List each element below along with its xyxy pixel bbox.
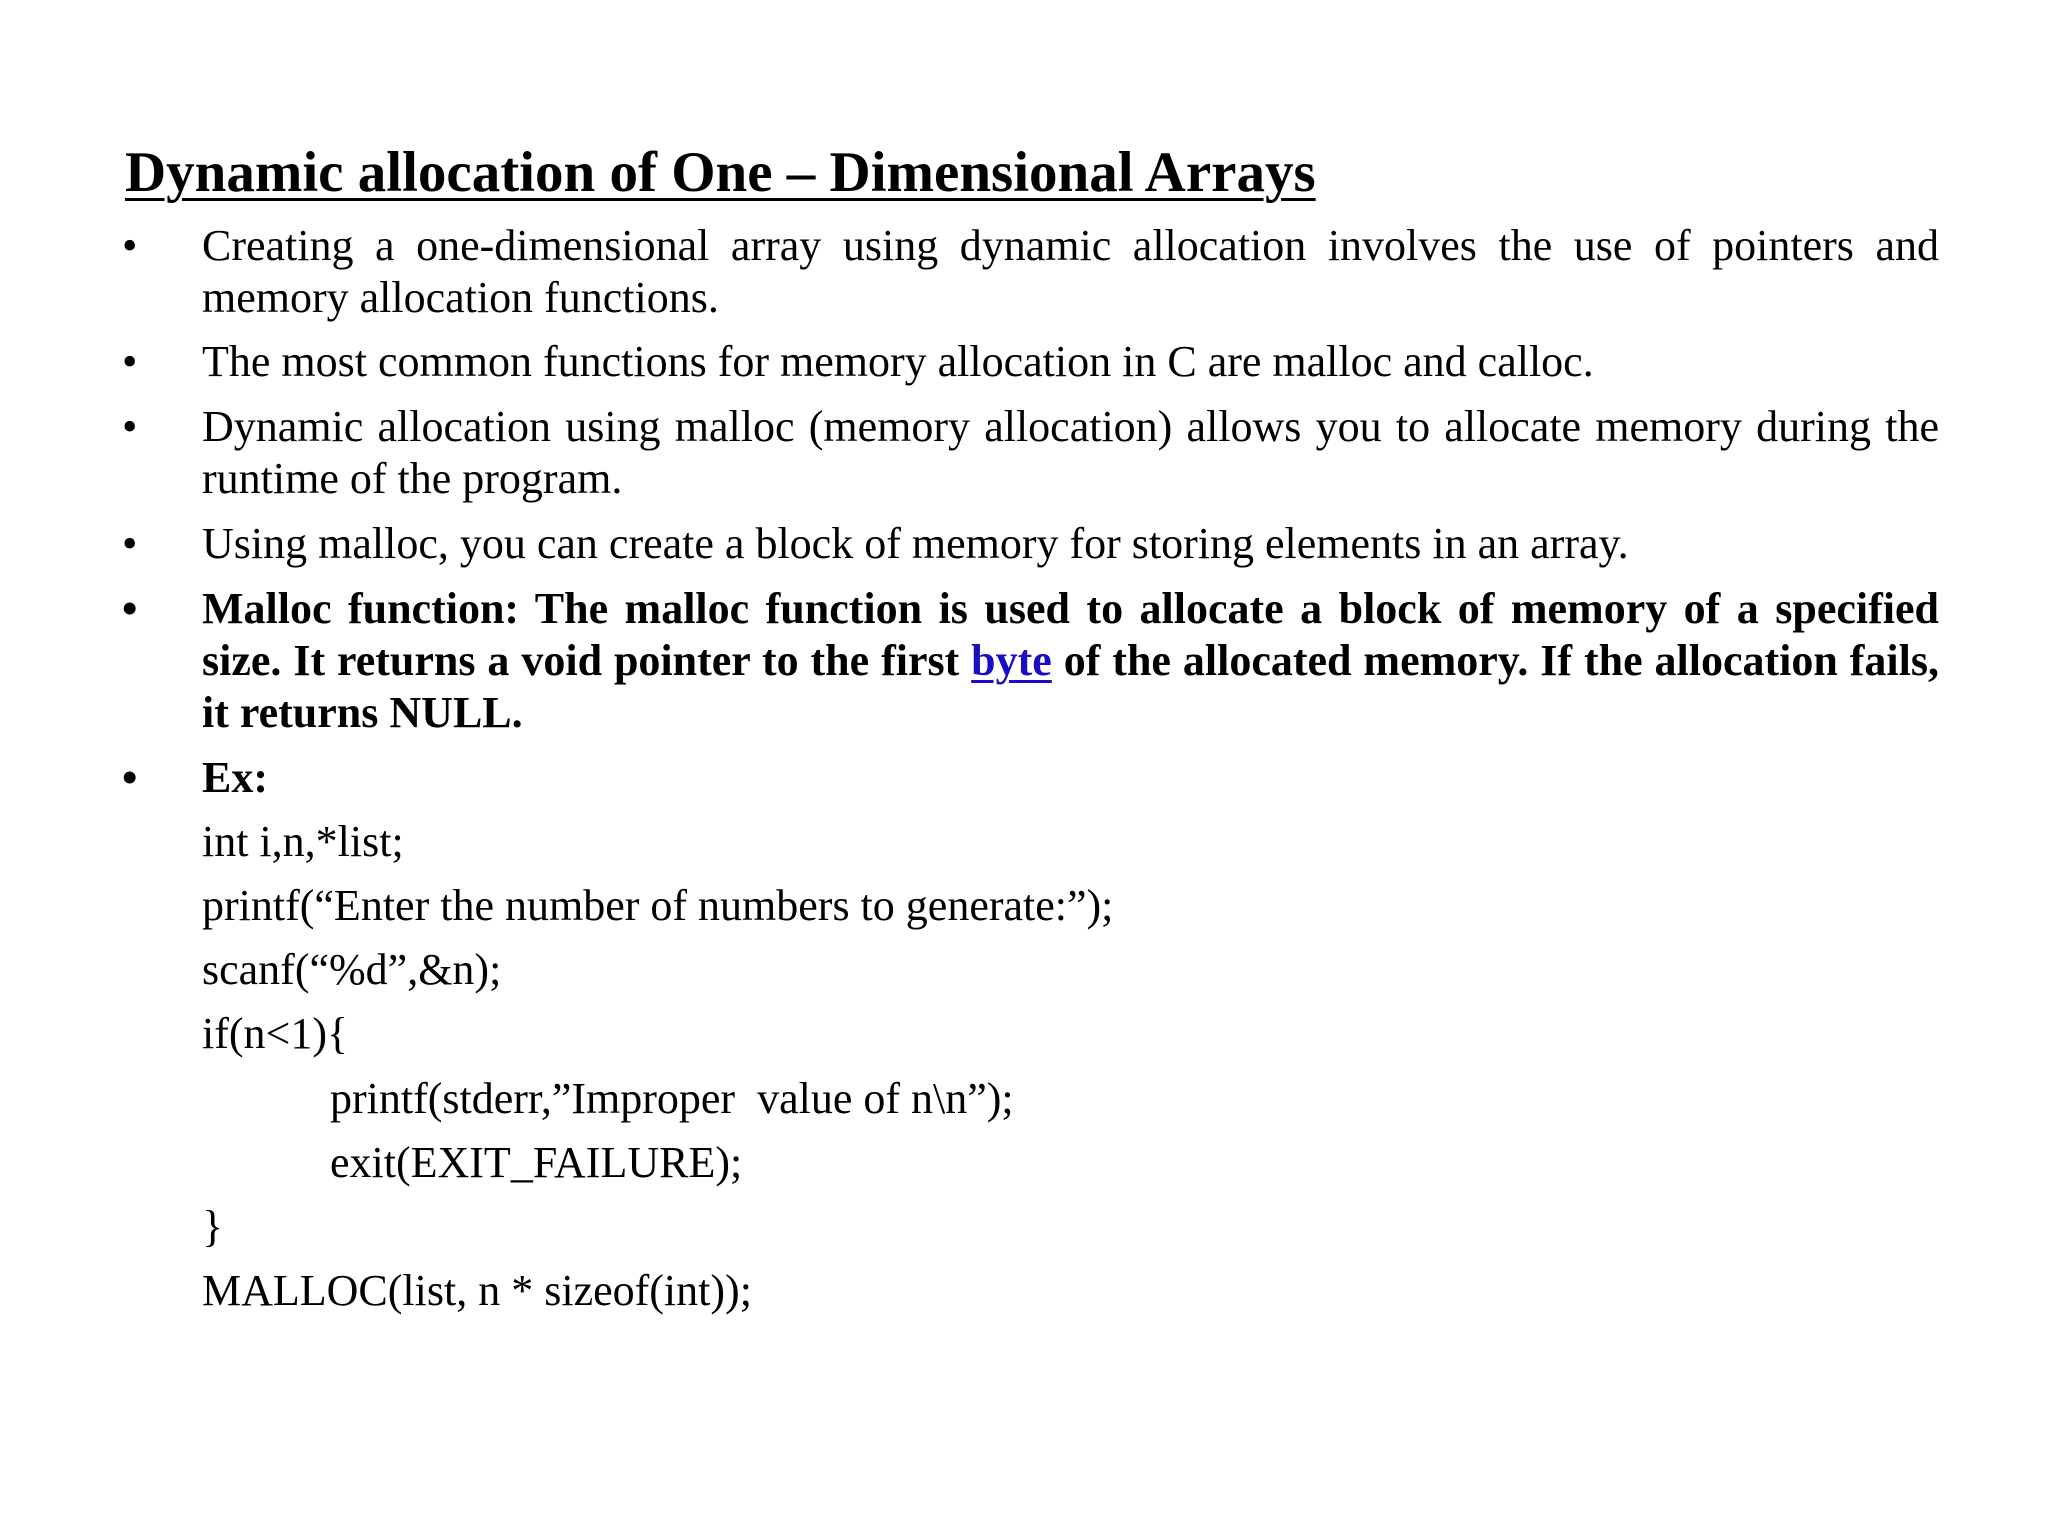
bullet-text: Ex: [202,753,268,802]
code-line: MALLOC(list, n * sizeof(int)); [202,1266,752,1315]
bullet-text: The most common functions for memory allocation in C are malloc and calloc. [202,337,1594,386]
bullet-text-before-link: Malloc function: The malloc function is used to allocate a block of memory of a specified size. It returns a void pointer to the first [202,584,1939,685]
bullet-item [122,583,1939,739]
bullet-item [122,336,1939,388]
bullet-text: Using malloc, you can create a block of memory for storing elements in an array. [202,519,1629,568]
code-line: exit(EXIT_FAILURE); [330,1138,743,1187]
bullet-marker: • [122,584,138,633]
code-line: int i,n,*list; [202,817,404,866]
bullet-text: Creating a one-dimensional array using dynamic allocation involves the use of pointers and memory allocation functions. [202,221,1939,322]
bullet-item [122,518,1939,570]
bullet-marker: • [122,221,138,270]
bullet-item [122,752,1939,804]
bullet-text: Dynamic allocation using malloc (memory allocation) allows you to allocate memory during the runtime of the program. [202,402,1939,503]
bullet-marker: • [122,753,138,802]
code-line: if(n<1){ [202,1009,349,1058]
code-line: } [202,1202,224,1251]
bullet-marker: • [122,402,138,451]
byte-link[interactable]: byte [971,636,1052,685]
bullet-text-after-link: of the allocated memory. If the allocation fails, it returns NULL. [202,636,1939,737]
code-line: printf(“Enter the number of numbers to generate:”); [202,881,1114,930]
slide-title: Dynamic allocation of One – Dimensional Arrays [125,141,1316,204]
bullet-marker: • [122,519,138,568]
bullet-item [122,220,1939,324]
bullet-marker: • [122,337,138,386]
bullet-item [122,401,1939,505]
code-line: printf(stderr,”Improper value of n\n”); [330,1074,1014,1123]
code-line: scanf(“%d”,&n); [202,945,502,994]
